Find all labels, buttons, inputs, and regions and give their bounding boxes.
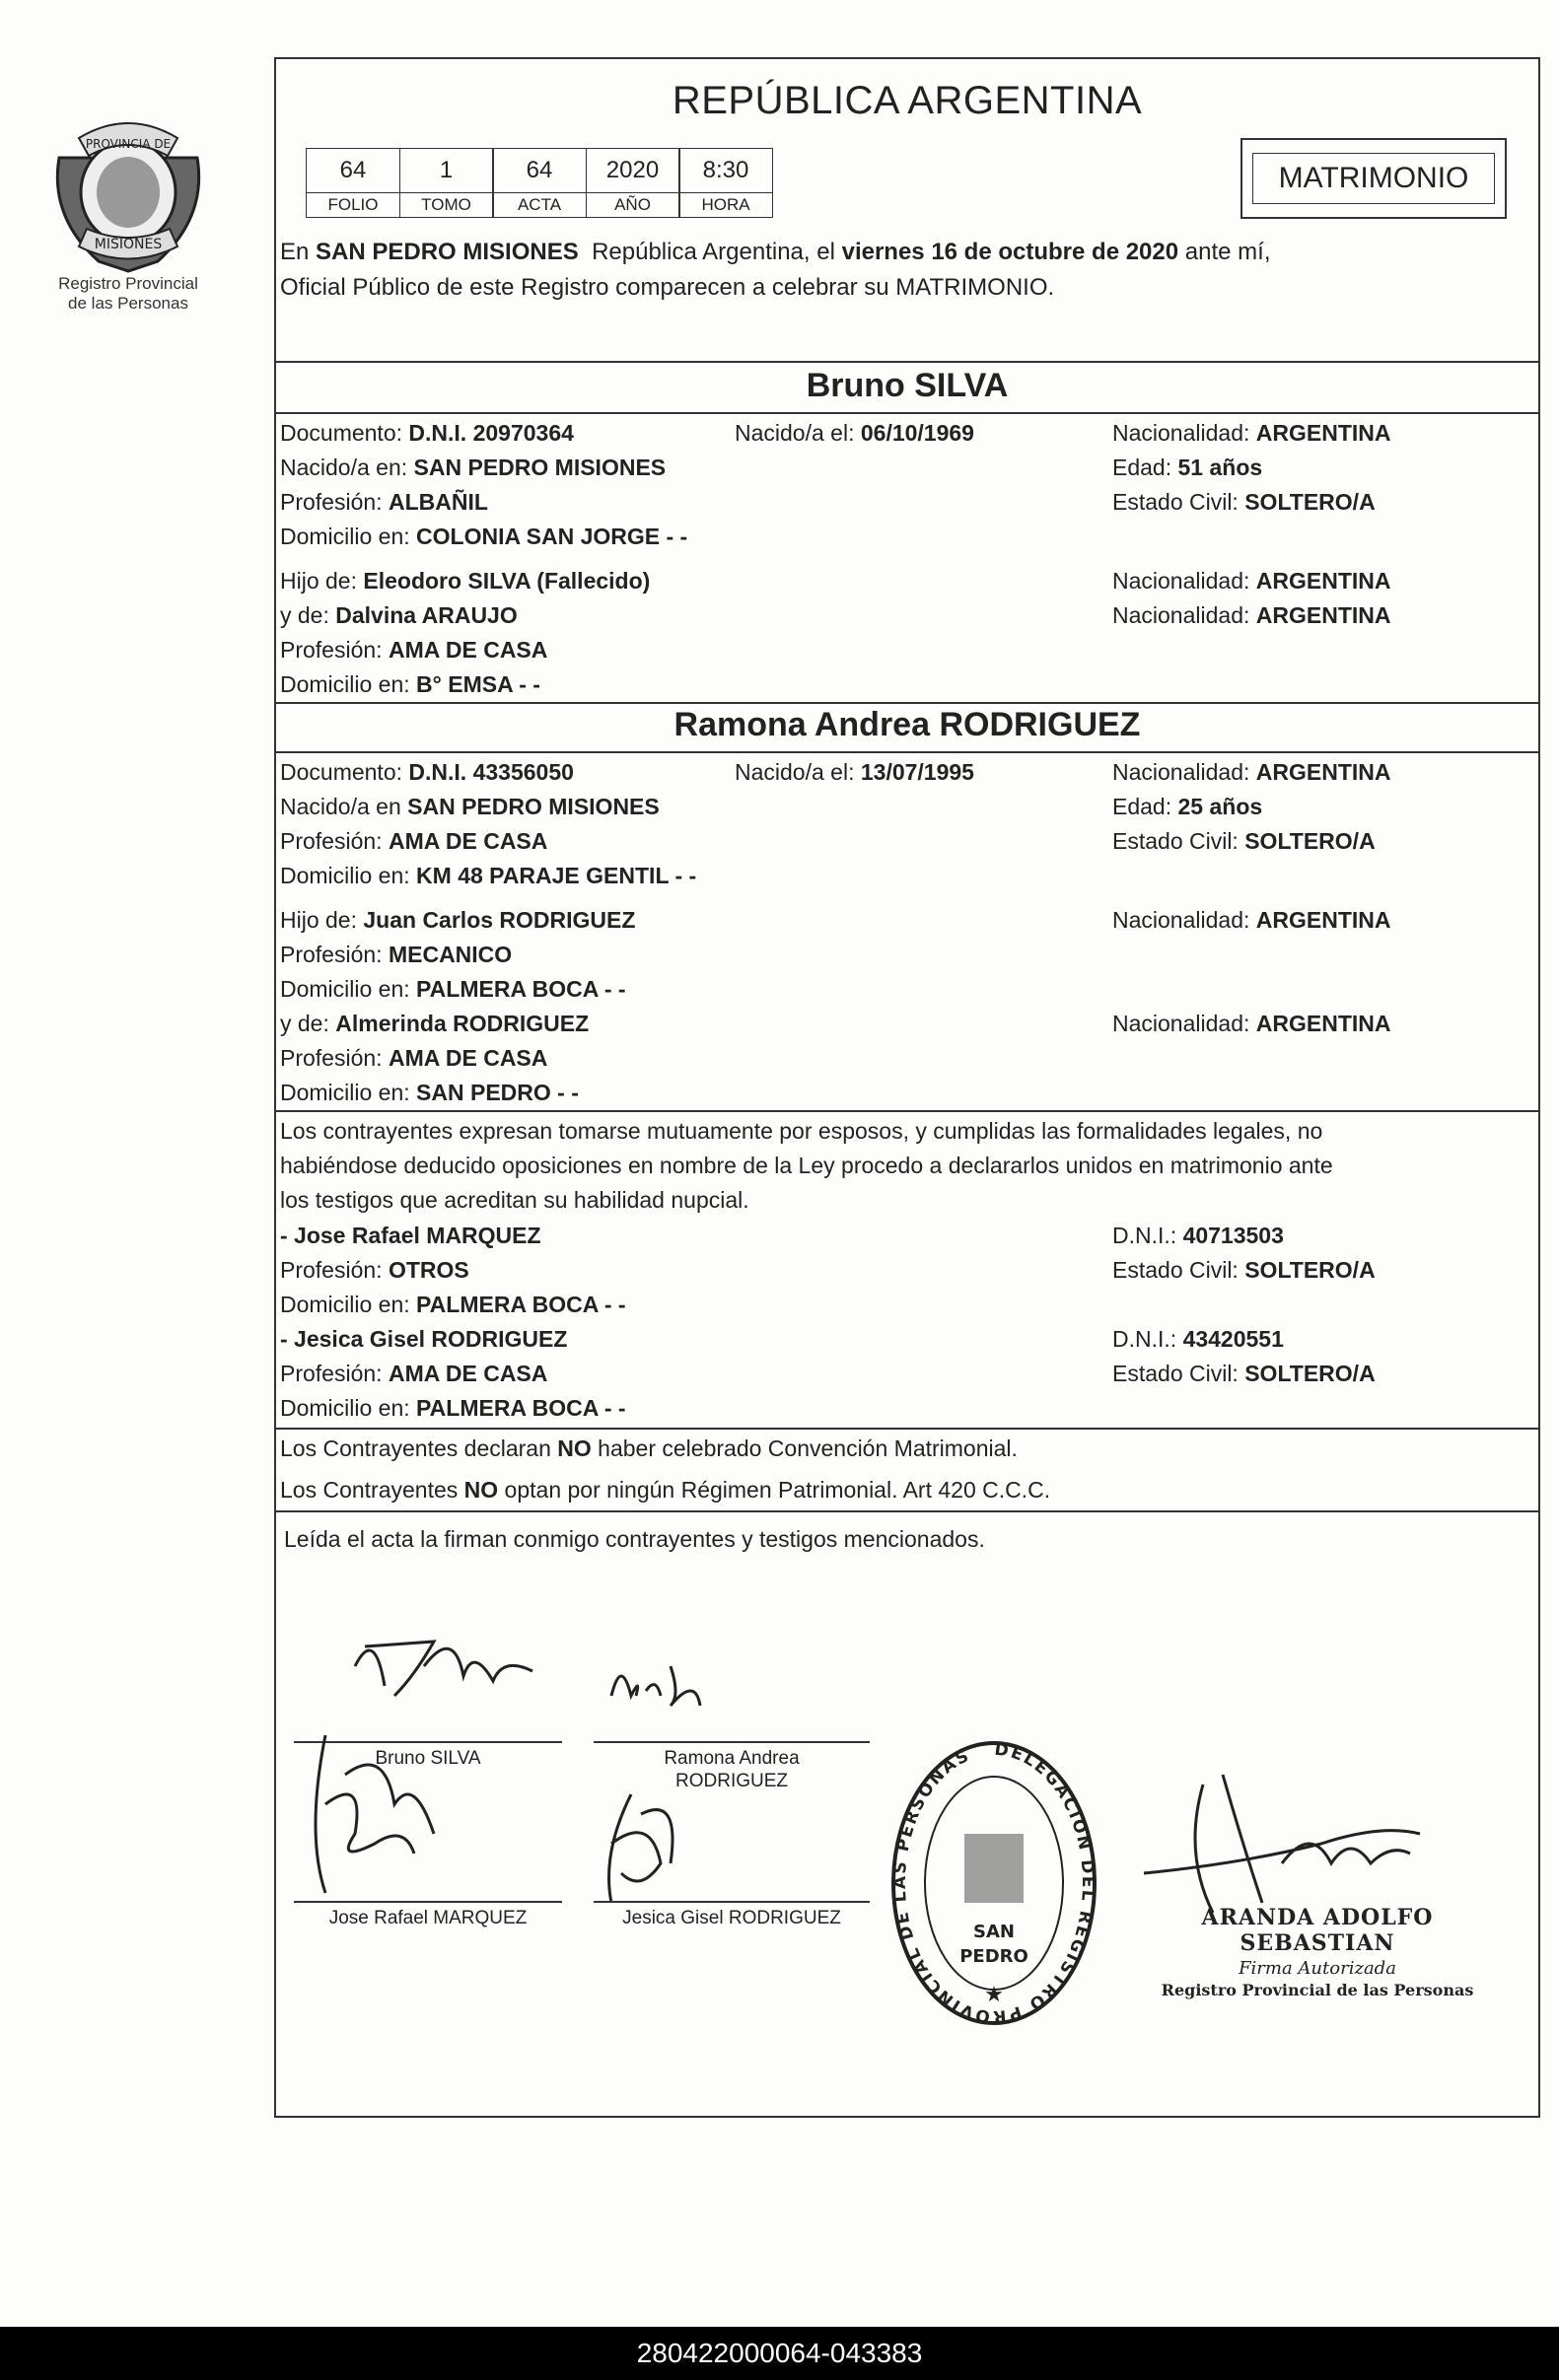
groom-name: Bruno SILVA — [806, 367, 1009, 404]
groom-mother-nationality — [1112, 598, 1391, 633]
folio-value: 64 — [307, 149, 399, 193]
label: Domicilio en: — [280, 976, 417, 1002]
label: Nacido/a en — [280, 794, 408, 819]
label: Hijo de: — [280, 907, 364, 933]
groom-age — [1112, 451, 1262, 485]
tomo-box — [399, 148, 494, 218]
official-block — [1120, 1905, 1515, 1999]
registry-caption — [30, 274, 227, 314]
groom-born — [735, 416, 974, 451]
declaration-text — [280, 1114, 1532, 1218]
divider — [276, 702, 1538, 704]
bride-born — [735, 755, 974, 790]
label: Domicilio en: — [280, 863, 417, 888]
groom-signature-label: Bruno SILVA — [375, 1748, 481, 1769]
bride-address — [280, 859, 696, 893]
signature-line — [594, 1901, 870, 1903]
value: AMA DE CASA — [388, 637, 548, 663]
value: AMA DE CASA — [388, 1361, 548, 1386]
label: y de: — [280, 602, 336, 628]
label: Domicilio en: — [280, 1292, 417, 1317]
value: ALBAÑIL — [388, 489, 488, 515]
label: Profesión: — [280, 637, 389, 663]
declaration-line3: los testigos que acreditan su habilidad nupcial. — [280, 1187, 749, 1213]
witness1-dni — [1112, 1219, 1284, 1253]
value: SOLTERO/A — [1244, 489, 1376, 515]
bride-age — [1112, 790, 1262, 824]
bride-birthplace — [280, 790, 660, 824]
value: B° EMSA - - — [416, 671, 540, 697]
divider — [276, 1510, 1538, 1512]
registry-stamp — [886, 1735, 1102, 2031]
label: Domicilio en: — [280, 524, 417, 549]
value: ARGENTINA — [1255, 602, 1391, 628]
label: Profesión: — [280, 489, 389, 515]
declaration-line2: habiéndose deducido oposiciones en nombre de la Ley procedo a declararlos unidos en matrimonio ante — [280, 1153, 1333, 1178]
label: Estado Civil: — [1112, 1361, 1245, 1386]
label: Documento: — [280, 759, 409, 785]
value: SAN PEDRO MISIONES — [407, 794, 660, 819]
bride-father-nationality — [1112, 903, 1391, 938]
value: ARGENTINA — [1255, 759, 1391, 785]
document-code-bar: 280422000064-043383 — [0, 2327, 1559, 2380]
value: PALMERA BOCA - - — [416, 1395, 626, 1421]
label: Documento: — [280, 420, 409, 446]
value: Eleodoro SILVA (Fallecido) — [363, 568, 651, 594]
hora-value: 8:30 — [679, 149, 772, 193]
value: SOLTERO/A — [1244, 828, 1376, 854]
witness1-civil-status — [1112, 1253, 1376, 1288]
bride-mother-nationality — [1112, 1007, 1391, 1041]
label: Nacido/a el: — [735, 420, 861, 446]
label: Edad: — [1112, 794, 1178, 819]
bride-father-profession — [280, 938, 512, 972]
divider — [276, 1428, 1538, 1430]
divider — [276, 361, 1538, 363]
label: Nacionalidad: — [1112, 1011, 1256, 1036]
regime-line2 — [280, 1473, 1050, 1507]
label: Estado Civil: — [1112, 828, 1245, 854]
bride-nationality — [1112, 755, 1391, 790]
acta-value: 64 — [493, 149, 586, 193]
value: ARGENTINA — [1255, 907, 1391, 933]
bride-mother-profession — [280, 1041, 547, 1076]
value: - Jose Rafael MARQUEZ — [280, 1223, 541, 1248]
stamp-center-top: SAN — [973, 1922, 1015, 1942]
stamp-ring-text: DELEGACION DEL REGISTRO PROVINCIAL DE LAS PERSONAS — [889, 1739, 1098, 2027]
intro-date: viernes 16 de octubre de 2020 — [841, 239, 1179, 265]
signature-line — [294, 1901, 562, 1903]
value: ARGENTINA — [1255, 1011, 1391, 1036]
value: SOLTERO/A — [1244, 1361, 1376, 1386]
label: Profesión: — [280, 1361, 389, 1386]
declaration-line1: Los contrayentes expresan tomarse mutuamente por esposos, y cumplidas las formalidades legales, no — [280, 1118, 1323, 1144]
groom-nationality — [1112, 416, 1391, 451]
tomo-value: 1 — [400, 149, 493, 193]
label: Profesión: — [280, 1257, 389, 1283]
witness2-signature-label: Jesica Gisel RODRIGUEZ — [622, 1908, 841, 1928]
acta-label: ACTA — [517, 195, 562, 214]
value: 43420551 — [1182, 1326, 1284, 1352]
witness2-signature — [592, 1775, 710, 1913]
label: Domicilio en: — [280, 1080, 417, 1105]
anio-value: 2020 — [587, 149, 679, 193]
act-type: MATRIMONIO — [1252, 153, 1496, 204]
regime-line1 — [280, 1432, 1018, 1466]
hora-label: HORA — [701, 195, 750, 214]
label: Profesión: — [280, 942, 389, 967]
intro-p1: En — [280, 239, 317, 265]
intro-p2: República Argentina, el — [578, 239, 842, 265]
value: Juan Carlos RODRIGUEZ — [363, 907, 636, 933]
witness2-address — [280, 1391, 626, 1426]
tomo-label: TOMO — [421, 195, 471, 214]
value: AMA DE CASA — [388, 828, 548, 854]
bride-civil-status — [1112, 824, 1376, 859]
certificate-frame — [274, 57, 1540, 2118]
value: MECANICO — [388, 942, 513, 967]
groom-doc — [280, 416, 574, 451]
closing-text: Leída el acta la firman conmigo contrayentes y testigos mencionados. — [284, 1526, 985, 1552]
stamp-center-bottom: PEDRO — [959, 1946, 1028, 1967]
value: COLONIA SAN JORGE - - — [416, 524, 688, 549]
value: KM 48 PARAJE GENTIL - - — [416, 863, 697, 888]
label: Edad: — [1112, 455, 1178, 480]
anio-box — [586, 148, 680, 218]
value: D.N.I. 43356050 — [408, 759, 574, 785]
label: D.N.I.: — [1112, 1326, 1183, 1352]
value: SAN PEDRO MISIONES — [413, 455, 667, 480]
emphasis: NO — [557, 1435, 592, 1461]
anio-label: AÑO — [614, 195, 651, 214]
witness2-name — [280, 1322, 567, 1357]
bride-sig-line2: RODRIGUEZ — [675, 1771, 788, 1791]
intro-place: SAN PEDRO MISIONES — [316, 239, 579, 265]
witness1-profession — [280, 1253, 469, 1288]
label: Domicilio en: — [280, 1395, 417, 1421]
intro-text — [280, 235, 1532, 306]
text: Los Contrayentes declaran — [280, 1435, 558, 1461]
label: Nacionalidad: — [1112, 420, 1256, 446]
label: Estado Civil: — [1112, 489, 1245, 515]
svg-text:MISIONES: MISIONES — [94, 237, 163, 252]
value: 51 años — [1177, 455, 1263, 480]
text: Los Contrayentes — [280, 1477, 464, 1503]
witness1-signature-label: Jose Rafael MARQUEZ — [328, 1908, 528, 1928]
witness1-name — [280, 1219, 541, 1253]
act-type-box — [1240, 138, 1507, 219]
value: SAN PEDRO - - — [416, 1080, 579, 1105]
bride-name: Ramona Andrea RODRIGUEZ — [673, 706, 1141, 743]
bride-profession — [280, 824, 547, 859]
label: Nacionalidad: — [1112, 568, 1256, 594]
label: Nacionalidad: — [1112, 602, 1256, 628]
bride-father — [280, 903, 635, 938]
value: 06/10/1969 — [860, 420, 974, 446]
label: Domicilio en: — [280, 671, 417, 697]
label: Nacionalidad: — [1112, 907, 1256, 933]
label: Nacido/a el: — [735, 759, 861, 785]
witness2-profession — [280, 1357, 547, 1391]
star-icon: ★ — [984, 1982, 1004, 2006]
acta-box — [492, 148, 587, 218]
bride-signature — [602, 1637, 740, 1735]
bride-father-address — [280, 972, 626, 1007]
witness1-address — [280, 1288, 626, 1322]
groom-civil-status — [1112, 485, 1376, 520]
value: AMA DE CASA — [388, 1045, 548, 1071]
value: OTROS — [388, 1257, 469, 1283]
svg-text:PROVINCIA DE: PROVINCIA DE — [85, 137, 172, 151]
value: PALMERA BOCA - - — [416, 976, 626, 1002]
value: - Jesica Gisel RODRIGUEZ — [280, 1326, 568, 1352]
value: 13/07/1995 — [860, 759, 974, 785]
text: haber celebrado Convención Matrimonial. — [591, 1435, 1018, 1461]
witness1-signature — [296, 1715, 454, 1913]
emphasis: NO — [463, 1477, 499, 1503]
groom-mother-profession — [280, 633, 547, 667]
groom-address — [280, 520, 687, 554]
label: y de: — [280, 1011, 336, 1036]
groom-father — [280, 564, 650, 598]
groom-father-nationality — [1112, 564, 1391, 598]
value: D.N.I. 20970364 — [408, 420, 574, 446]
witness2-dni — [1112, 1322, 1284, 1357]
bride-doc — [280, 755, 574, 790]
official-office: Registro Provincial de las Personas — [1161, 1981, 1474, 1999]
value: 40713503 — [1182, 1223, 1284, 1248]
label: D.N.I.: — [1112, 1223, 1183, 1248]
bride-mother — [280, 1007, 589, 1041]
groom-mother-address — [280, 667, 540, 702]
document-title: REPÚBLICA ARGENTINA — [672, 79, 1143, 122]
label: Profesión: — [280, 828, 389, 854]
intro-line2: Oficial Público de este Registro comparecen a celebrar su MATRIMONIO. — [280, 274, 1055, 301]
groom-birthplace — [280, 451, 666, 485]
divider — [276, 412, 1538, 414]
record-boxes — [306, 148, 772, 218]
bride-mother-address — [280, 1076, 579, 1110]
value: PALMERA BOCA - - — [416, 1292, 626, 1317]
divider — [276, 1110, 1538, 1112]
intro-p3: ante mí, — [1178, 239, 1271, 265]
value: Dalvina ARAUJO — [335, 602, 518, 628]
signature-line — [594, 1741, 870, 1743]
official-role: Firma Autorizada — [1239, 1958, 1396, 1979]
text: optan por ningún Régimen Patrimonial. Art 420 C.C.C. — [498, 1477, 1051, 1503]
witness2-civil-status — [1112, 1357, 1376, 1391]
value: Almerinda RODRIGUEZ — [335, 1011, 590, 1036]
groom-profession — [280, 485, 488, 520]
folio-label: FOLIO — [327, 195, 379, 214]
value: ARGENTINA — [1255, 420, 1391, 446]
caption-line2: de las Personas — [68, 294, 188, 313]
bride-sig-line1: Ramona Andrea — [664, 1748, 800, 1769]
value: ARGENTINA — [1255, 568, 1391, 594]
caption-line1: Registro Provincial — [58, 274, 198, 293]
value: 25 años — [1177, 794, 1263, 819]
hora-box — [678, 148, 773, 218]
label: Nacionalidad: — [1112, 759, 1256, 785]
label: Estado Civil: — [1112, 1257, 1245, 1283]
folio-box — [306, 148, 400, 218]
value: SOLTERO/A — [1244, 1257, 1376, 1283]
official-name: ARANDA ADOLFO SEBASTIAN — [1201, 1905, 1434, 1956]
groom-signature — [316, 1587, 552, 1735]
label: Profesión: — [280, 1045, 389, 1071]
divider — [276, 751, 1538, 753]
label: Nacido/a en: — [280, 455, 414, 480]
label: Hijo de: — [280, 568, 364, 594]
groom-mother — [280, 598, 518, 633]
